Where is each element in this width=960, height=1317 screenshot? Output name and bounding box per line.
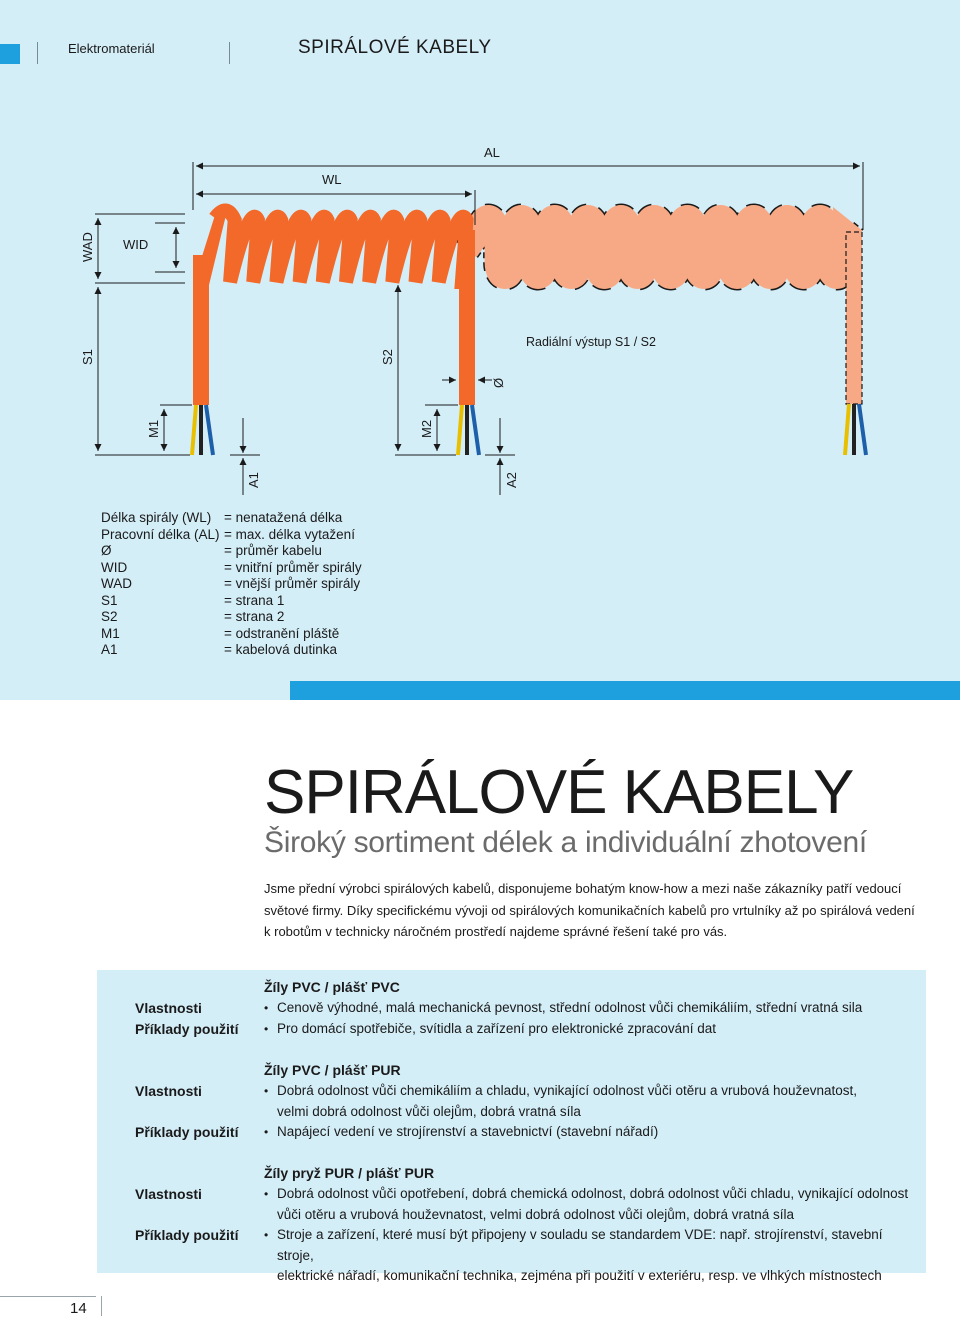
stretched-tail	[846, 232, 862, 404]
footer-rule	[0, 1296, 96, 1297]
legend-term: WID	[101, 559, 128, 575]
label-wad: WAD	[80, 232, 95, 262]
legend-row	[101, 576, 362, 593]
bullet-item: • Dobrá odolnost vůči opotřebení, dobrá chemická odolnost, dobrá odolnost vůči chladu, vynikající odolnost vůči otěru a vrubová houževnatost, velmi dobrá odolnost vůči olejům, dobrá vratná síla	[264, 1186, 909, 1222]
legend-desc: = strana 2	[224, 609, 285, 624]
wires-end	[845, 404, 866, 455]
label-wl: WL	[322, 172, 342, 187]
legend-desc: = strana 1	[224, 592, 285, 608]
bullet-item: • Cenově výhodné, malá mechanická pevnost, střední odolnost vůči chemikáliím, střední vratná sila	[264, 1000, 863, 1015]
legend-term: WAD	[101, 576, 132, 591]
cable-bend-1	[193, 215, 226, 285]
page-number: 14	[70, 1300, 87, 1317]
header-divider	[37, 42, 38, 64]
legend-row	[101, 543, 362, 560]
header-divider	[229, 42, 230, 64]
wires-s1	[192, 405, 213, 455]
label-examples: Příklady použití	[135, 1124, 239, 1140]
group-title: Žíly pryž PUR / plášť PUR	[264, 1165, 435, 1181]
label-a2: A2	[504, 472, 519, 488]
legend-row	[101, 510, 362, 527]
legend	[101, 510, 362, 659]
page-subtitle: Široký sortiment délek a individuální zhotovení	[264, 826, 867, 859]
group-title: Žíly PVC / plášť PUR	[264, 1062, 401, 1078]
legend-desc: = vnitřní průměr spirály	[224, 559, 362, 575]
label-s2: S2	[380, 349, 395, 365]
legend-desc: = nenatažená délka	[224, 510, 343, 525]
legend-row	[101, 642, 362, 659]
coil-cable-diagram	[0, 130, 960, 500]
legend-desc: = vnější průměr spirály	[224, 576, 361, 591]
blue-accent-bar	[290, 681, 960, 700]
legend-term: M1	[101, 625, 120, 641]
legend-desc: = průměr kabelu	[224, 543, 322, 558]
legend-term: A1	[101, 642, 118, 657]
legend-term: S2	[101, 609, 118, 624]
bullet-item: • Napájecí vedení ve strojírenství a stavebnictví (stavební nářadí)	[264, 1124, 659, 1139]
label-examples: Příklady použití	[135, 1227, 239, 1243]
legend-desc: = kabelová dutinka	[224, 642, 337, 657]
header-accent-square	[0, 44, 20, 64]
label-properties: Vlastnosti	[135, 1000, 202, 1016]
wires-s2	[458, 405, 479, 455]
bullet-item: • Pro domácí spotřebiče, svítidla a zařízení pro elektronické zpracování dat	[264, 1021, 716, 1036]
group-title: Žíly PVC / plášť PVC	[264, 979, 400, 995]
label-m2: M2	[419, 419, 434, 438]
legend-term: Délka spirály (WL)	[101, 510, 212, 525]
legend-term: Ø	[101, 543, 112, 558]
legend-term: S1	[101, 592, 118, 608]
cable-side-2	[459, 230, 475, 405]
intro-paragraph: Jsme přední výrobci spirálových kabelů, disponujeme bohatým know-how a mezi naše zákazníky patří vedoucí světové firmy. Díky specifickému vývoji od spirálových komunikačních kabelů pro vrtulníky až po spirálová vedení k robotům v technicky náročném prostředí najdeme správné řešení také pro vás.	[264, 881, 915, 939]
legend-term: Pracovní délka (AL)	[101, 526, 220, 542]
label-a1: A1	[246, 472, 261, 488]
legend-row	[101, 527, 362, 544]
legend-desc: = odstranění pláště	[224, 625, 340, 641]
coiled-cable	[215, 210, 467, 282]
label-diameter: Ø	[491, 377, 506, 388]
label-properties: Vlastnosti	[135, 1083, 202, 1099]
legend-row	[101, 626, 362, 643]
header-section: Elektromateriál	[68, 41, 155, 56]
header-title: SPIRÁLOVÉ KABELY	[298, 37, 492, 58]
bullet-item: • Dobrá odolnost vůči chemikáliím a chladu, vynikající odolnost vůči otěru a vrubová houževnatost, velmi dobrá odolnost vůči olejům, dobrá vratná síla	[264, 1083, 858, 1119]
label-properties: Vlastnosti	[135, 1186, 202, 1202]
footer-divider	[101, 1296, 102, 1316]
legend-row	[101, 593, 362, 610]
bullet-item: • Stroje a zařízení, které musí být připojeny v souladu se standardem VDE: např. strojírenství, stavební stroje, elektrické nářadí, komunikační technika, zejména při použití v exteriéru, resp. ve vlhkých místnostech	[264, 1227, 883, 1283]
label-wid: WID	[123, 237, 149, 252]
page-title: SPIRÁLOVÉ KABELY	[264, 758, 854, 827]
label-examples: Příklady použití	[135, 1021, 239, 1037]
legend-desc: = max. délka vytažení	[224, 526, 355, 542]
label-radial: Radiální výstup S1 / S2	[526, 335, 656, 349]
stretched-coil-fill	[467, 217, 855, 277]
label-s1: S1	[80, 349, 95, 365]
legend-row	[101, 609, 362, 626]
label-al: AL	[484, 145, 500, 160]
label-m1: M1	[146, 419, 161, 438]
legend-row	[101, 560, 362, 577]
